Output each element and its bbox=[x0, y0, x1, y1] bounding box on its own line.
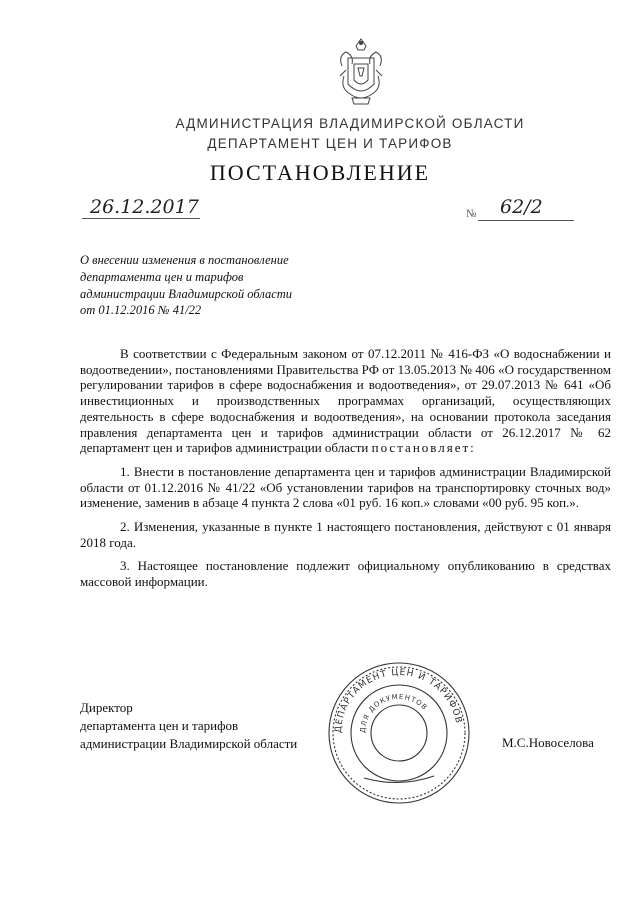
item-3: 3. Настоящее постановление подлежит официальному опубликованию в средствах массовой информации. bbox=[80, 558, 611, 590]
number-prefix: № bbox=[466, 208, 477, 220]
subject-line: О внесении изменения в постановление bbox=[80, 253, 289, 267]
subject-line: от 01.12.2016 № 41/22 bbox=[80, 303, 202, 318]
signature-block bbox=[80, 699, 297, 753]
stamp-inner-text: ДЛЯ ДОКУМЕНТОВ bbox=[358, 692, 429, 734]
document-body bbox=[80, 346, 611, 590]
preamble-text: В соответствии с Федеральным законом от 07.12.2011 № 416-ФЗ «О водоснабжении и водоотведении», постановлениями Правительства РФ от 13.05.2013 № 406 «О государственном регулировании тарифов в сфере водоснабжения и водоотведения», от 29.07.2013 № 641 «Об инвестиционных и производственных программах организаций, осуществляющих деятельность в сфере водоснабжения и водоотведения», на основании протокола заседания правления департамента цен и тарифов администрации области от 26.12.2017 № 62 департамент цен и тарифов администрации области bbox=[80, 346, 611, 456]
signer-name: М.С.Новоселова bbox=[502, 735, 594, 750]
signer-position-line: Директор bbox=[80, 700, 133, 715]
document-title: ПОСТАНОВЛЕНИЕ bbox=[209, 160, 431, 185]
decree-word: постановляет: bbox=[371, 440, 476, 456]
subject-line: департамента цен и тарифов bbox=[80, 269, 244, 284]
document-date: 26.12.2017 bbox=[90, 196, 199, 218]
signer-position-line: департамента цен и тарифов bbox=[80, 718, 239, 733]
item-1: 1. Внести в постановление департамента цен и тарифов администрации Владимирской области от 01.12.2016 № 41/22 «Об установлении тарифов на транспортировку сточных вод» изменение, заменив в абзаце 4 пункта 2 слова «01 руб. 16 коп.» словами «00 руб. 95 коп.». bbox=[80, 463, 611, 511]
preamble-paragraph bbox=[80, 346, 611, 456]
coat-of-arms-icon bbox=[334, 36, 388, 116]
subject-line: администрации Владимирской области bbox=[80, 286, 293, 301]
official-stamp-icon bbox=[324, 658, 474, 808]
signer-position-line: администрации Владимирской области bbox=[80, 736, 298, 751]
date-underline bbox=[82, 218, 200, 219]
number-underline bbox=[478, 220, 574, 221]
item-2: 2. Изменения, указанные в пункте 1 настоящего постановления, действуют с 01 января 2018 года. bbox=[80, 519, 611, 550]
document-subject bbox=[80, 252, 340, 319]
org-name-line2: ДЕПАРТАМЕНТ ЦЕН И ТАРИФОВ bbox=[207, 136, 453, 151]
stamp-outer-text: ДЕПАРТАМЕНТ ЦЕН И ТАРИФОВ bbox=[333, 667, 464, 734]
document-number: 62/2 bbox=[500, 196, 543, 218]
org-name-line1: АДМИНИСТРАЦИЯ ВЛАДИМИРСКОЙ ОБЛАСТИ bbox=[175, 116, 525, 131]
